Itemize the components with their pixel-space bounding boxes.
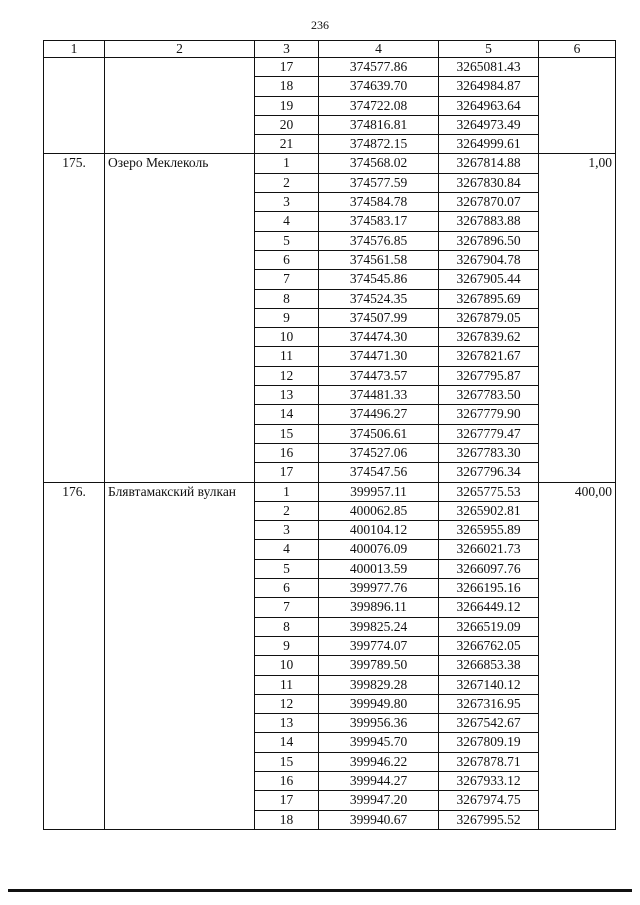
- point-number: 8: [255, 617, 319, 636]
- x-coordinate: 399945.70: [319, 733, 439, 752]
- point-number: 4: [255, 540, 319, 559]
- x-coordinate: 399789.50: [319, 656, 439, 675]
- x-coordinate: 374507.99: [319, 308, 439, 327]
- x-coordinate: 400062.85: [319, 501, 439, 520]
- table-header: [44, 41, 616, 58]
- point-number: 7: [255, 270, 319, 289]
- y-coordinate: 3267821.67: [439, 347, 539, 366]
- x-coordinate: 374481.33: [319, 386, 439, 405]
- y-coordinate: 3267895.69: [439, 289, 539, 308]
- y-coordinate: 3265775.53: [439, 482, 539, 501]
- y-coordinate: 3267140.12: [439, 675, 539, 694]
- x-coordinate: 399944.27: [319, 771, 439, 790]
- x-coordinate: 374524.35: [319, 289, 439, 308]
- x-coordinate: 399774.07: [319, 636, 439, 655]
- point-number: 16: [255, 771, 319, 790]
- point-number: 1: [255, 154, 319, 173]
- y-coordinate: 3266853.38: [439, 656, 539, 675]
- object-area: [539, 58, 616, 154]
- y-coordinate: 3265955.89: [439, 521, 539, 540]
- y-coordinate: 3266519.09: [439, 617, 539, 636]
- point-number: 19: [255, 96, 319, 115]
- object-name: [105, 58, 255, 154]
- x-coordinate: 374474.30: [319, 328, 439, 347]
- point-number: 9: [255, 308, 319, 327]
- object-number: 176.: [44, 482, 105, 829]
- y-coordinate: 3267779.47: [439, 424, 539, 443]
- x-coordinate: 374584.78: [319, 193, 439, 212]
- x-coordinate: 400104.12: [319, 521, 439, 540]
- y-coordinate: 3266195.16: [439, 579, 539, 598]
- x-coordinate: 400076.09: [319, 540, 439, 559]
- table-row: [44, 482, 616, 501]
- point-number: 17: [255, 791, 319, 810]
- point-number: 14: [255, 733, 319, 752]
- x-coordinate: 374527.06: [319, 443, 439, 462]
- x-coordinate: 374577.86: [319, 58, 439, 77]
- y-coordinate: 3267878.71: [439, 752, 539, 771]
- y-coordinate: 3267905.44: [439, 270, 539, 289]
- point-number: 20: [255, 115, 319, 134]
- point-number: 21: [255, 135, 319, 154]
- point-number: 13: [255, 714, 319, 733]
- table-row: [44, 154, 616, 173]
- point-number: 13: [255, 386, 319, 405]
- point-number: 12: [255, 366, 319, 385]
- point-number: 1: [255, 482, 319, 501]
- y-coordinate: 3266097.76: [439, 559, 539, 578]
- point-number: 10: [255, 656, 319, 675]
- column-header-4: 4: [319, 41, 439, 58]
- y-coordinate: 3266762.05: [439, 636, 539, 655]
- point-number: 3: [255, 193, 319, 212]
- point-number: 6: [255, 250, 319, 269]
- column-header-2: 2: [105, 41, 255, 58]
- point-number: 2: [255, 173, 319, 192]
- x-coordinate: 399949.80: [319, 694, 439, 713]
- x-coordinate: 374561.58: [319, 250, 439, 269]
- column-header-5: 5: [439, 41, 539, 58]
- y-coordinate: 3266021.73: [439, 540, 539, 559]
- x-coordinate: 399957.11: [319, 482, 439, 501]
- x-coordinate: 374471.30: [319, 347, 439, 366]
- x-coordinate: 374568.02: [319, 154, 439, 173]
- x-coordinate: 374545.86: [319, 270, 439, 289]
- y-coordinate: 3267870.07: [439, 193, 539, 212]
- y-coordinate: 3264963.64: [439, 96, 539, 115]
- x-coordinate: 374639.70: [319, 77, 439, 96]
- y-coordinate: 3267830.84: [439, 173, 539, 192]
- point-number: 4: [255, 212, 319, 231]
- y-coordinate: 3267783.30: [439, 443, 539, 462]
- table-body: [44, 58, 616, 830]
- x-coordinate: 399946.22: [319, 752, 439, 771]
- point-number: 2: [255, 501, 319, 520]
- column-header-3: 3: [255, 41, 319, 58]
- x-coordinate: 374496.27: [319, 405, 439, 424]
- point-number: 11: [255, 675, 319, 694]
- x-coordinate: 399977.76: [319, 579, 439, 598]
- x-coordinate: 374473.57: [319, 366, 439, 385]
- point-number: 3: [255, 521, 319, 540]
- point-number: 5: [255, 231, 319, 250]
- y-coordinate: 3267995.52: [439, 810, 539, 829]
- coordinates-table: [43, 40, 616, 830]
- y-coordinate: 3267779.90: [439, 405, 539, 424]
- point-number: 14: [255, 405, 319, 424]
- x-coordinate: 374722.08: [319, 96, 439, 115]
- object-name: Блявтамакский вулкан: [105, 482, 255, 829]
- point-number: 17: [255, 463, 319, 482]
- x-coordinate: 374583.17: [319, 212, 439, 231]
- x-coordinate: 374506.61: [319, 424, 439, 443]
- x-coordinate: 374547.56: [319, 463, 439, 482]
- y-coordinate: 3267904.78: [439, 250, 539, 269]
- bottom-rule: [8, 889, 632, 892]
- y-coordinate: 3267542.67: [439, 714, 539, 733]
- y-coordinate: 3267795.87: [439, 366, 539, 385]
- point-number: 18: [255, 810, 319, 829]
- point-number: 15: [255, 424, 319, 443]
- page-number: 236: [311, 18, 329, 32]
- point-number: 10: [255, 328, 319, 347]
- x-coordinate: 374816.81: [319, 115, 439, 134]
- object-name: Озеро Меклеколь: [105, 154, 255, 482]
- y-coordinate: 3267809.19: [439, 733, 539, 752]
- column-header-1: 1: [44, 41, 105, 58]
- x-coordinate: 399825.24: [319, 617, 439, 636]
- x-coordinate: 374577.59: [319, 173, 439, 192]
- y-coordinate: 3266449.12: [439, 598, 539, 617]
- x-coordinate: 374872.15: [319, 135, 439, 154]
- y-coordinate: 3265902.81: [439, 501, 539, 520]
- y-coordinate: 3267879.05: [439, 308, 539, 327]
- x-coordinate: 399947.20: [319, 791, 439, 810]
- x-coordinate: 399956.36: [319, 714, 439, 733]
- point-number: 12: [255, 694, 319, 713]
- point-number: 6: [255, 579, 319, 598]
- y-coordinate: 3264999.61: [439, 135, 539, 154]
- x-coordinate: 374576.85: [319, 231, 439, 250]
- header-row: [44, 41, 616, 58]
- object-area: 1,00: [539, 154, 616, 482]
- y-coordinate: 3267896.50: [439, 231, 539, 250]
- x-coordinate: 399896.11: [319, 598, 439, 617]
- object-number: 175.: [44, 154, 105, 482]
- object-number: [44, 58, 105, 154]
- y-coordinate: 3264973.49: [439, 115, 539, 134]
- x-coordinate: 399940.67: [319, 810, 439, 829]
- y-coordinate: 3267783.50: [439, 386, 539, 405]
- point-number: 8: [255, 289, 319, 308]
- point-number: 7: [255, 598, 319, 617]
- y-coordinate: 3267933.12: [439, 771, 539, 790]
- table-row: [44, 58, 616, 77]
- point-number: 11: [255, 347, 319, 366]
- point-number: 17: [255, 58, 319, 77]
- y-coordinate: 3265081.43: [439, 58, 539, 77]
- point-number: 18: [255, 77, 319, 96]
- x-coordinate: 400013.59: [319, 559, 439, 578]
- point-number: 9: [255, 636, 319, 655]
- y-coordinate: 3264984.87: [439, 77, 539, 96]
- point-number: 16: [255, 443, 319, 462]
- y-coordinate: 3267883.88: [439, 212, 539, 231]
- y-coordinate: 3267839.62: [439, 328, 539, 347]
- y-coordinate: 3267796.34: [439, 463, 539, 482]
- y-coordinate: 3267316.95: [439, 694, 539, 713]
- y-coordinate: 3267814.88: [439, 154, 539, 173]
- y-coordinate: 3267974.75: [439, 791, 539, 810]
- point-number: 15: [255, 752, 319, 771]
- point-number: 5: [255, 559, 319, 578]
- object-area: 400,00: [539, 482, 616, 829]
- column-header-6: 6: [539, 41, 616, 58]
- x-coordinate: 399829.28: [319, 675, 439, 694]
